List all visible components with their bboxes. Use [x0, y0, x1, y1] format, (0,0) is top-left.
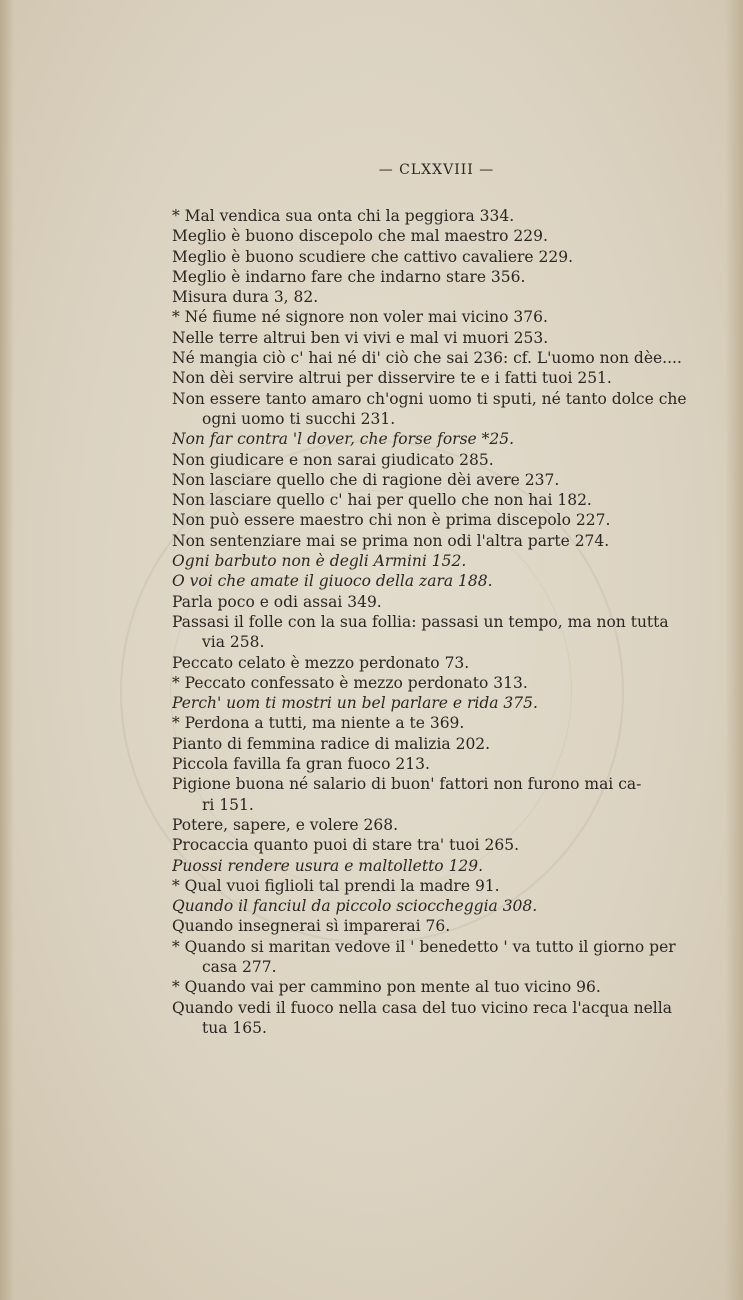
- proverb-text: Non dèi servire altrui per disservire te e i fatti tuoi 251.: [172, 369, 612, 388]
- proverb-text: Meglio è buono discepolo che mal maestro 229.: [172, 227, 548, 246]
- proverb-entry: [172, 612, 702, 653]
- proverb-entry: [172, 713, 702, 733]
- proverb-text: Non giudicare e non sarai giudicato 285.: [172, 450, 494, 469]
- proverb-entry: [172, 267, 702, 287]
- proverb-text: * Né fiume né signore non voler mai vicino 376.: [172, 308, 548, 327]
- proverb-entry: [172, 206, 702, 226]
- proverb-text: Ogni barbuto non è degli Armini 152.: [172, 552, 467, 571]
- proverb-text: Puossi rendere usura e maltolletto 129.: [172, 856, 484, 875]
- proverb-text: Nelle terre altrui ben vi vivi e mal vi muori 253.: [172, 328, 549, 347]
- proverb-entry: [172, 287, 702, 307]
- proverb-entry: [172, 510, 702, 530]
- proverb-text: Peccato celato è mezzo perdonato 73.: [172, 653, 470, 672]
- proverb-entry: [172, 368, 702, 388]
- proverb-entry: [172, 815, 702, 835]
- proverb-text: Quando insegnerai sì imparerai 76.: [172, 917, 451, 936]
- proverb-entry: [172, 937, 702, 978]
- proverb-index-list: [172, 206, 702, 1038]
- proverb-entry: [172, 693, 702, 713]
- proverb-text: * Perdona a tutti, ma niente a te 369.: [172, 714, 465, 733]
- proverb-text: Passasi il folle con la sua follia: passasi un tempo, ma non tutta: [172, 612, 669, 631]
- proverb-text: Non lasciare quello che di ragione dèi avere 237.: [172, 470, 560, 489]
- proverb-text: Pianto di femmina radice di malizia 202.: [172, 734, 491, 753]
- proverb-entry: [172, 389, 702, 430]
- proverb-text: Perch' uom ti mostri un bel parlare e rida 375.: [172, 694, 538, 713]
- proverb-text: * Mal vendica sua onta chi la peggiora 334.: [172, 207, 515, 225]
- proverb-entry: [172, 998, 702, 1039]
- proverb-text: Non lasciare quello c' hai per quello che non hai 182.: [172, 491, 592, 510]
- proverb-text: Misura dura 3, 82.: [172, 288, 319, 307]
- proverb-entry: [172, 571, 702, 591]
- proverb-entry: [172, 734, 702, 754]
- proverb-entry: [172, 835, 702, 855]
- proverb-entry: [172, 490, 702, 510]
- proverb-entry: [172, 774, 702, 815]
- proverb-text: Né mangia ciò c' hai né di' ciò che sai 236: cf. L'uomo non dèe....: [172, 349, 682, 368]
- page-edge-left: [0, 0, 14, 1300]
- proverb-entry: [172, 754, 702, 774]
- proverb-entry: [172, 592, 702, 612]
- proverb-entry: [172, 226, 702, 246]
- proverb-entry: [172, 307, 702, 327]
- proverb-text: * Quando vai per cammino pon mente al tuo vicino 96.: [172, 978, 601, 997]
- proverb-text: * Quando si maritan vedove il ' benedetto ' va tutto il giorno per: [172, 937, 676, 956]
- proverb-entry: [172, 348, 702, 368]
- proverb-text: Non essere tanto amaro ch'ogni uomo ti sputi, né tanto dolce che: [172, 389, 687, 408]
- proverb-text: Procaccia quanto puoi di stare tra' tuoi 265.: [172, 836, 520, 855]
- proverb-text: Meglio è buono scudiere che cattivo cavaliere 229.: [172, 247, 574, 266]
- proverb-text: * Peccato confessato è mezzo perdonato 313.: [172, 673, 528, 692]
- proverb-continuation: ri 151.: [202, 795, 254, 814]
- proverb-entry: [172, 551, 702, 571]
- proverb-text: Piccola favilla fa gran fuoco 213.: [172, 755, 430, 774]
- proverb-entry: [172, 876, 702, 896]
- proverb-text: Potere, sapere, e volere 268.: [172, 815, 399, 834]
- proverb-entry: [172, 247, 702, 267]
- proverb-text: Non può essere maestro chi non è prima discepolo 227.: [172, 511, 611, 530]
- proverb-text: * Qual vuoi figlioli tal prendi la madre 91.: [172, 876, 500, 895]
- proverb-text: Meglio è indarno fare che indarno stare 356.: [172, 267, 526, 286]
- proverb-entry: [172, 531, 702, 551]
- proverb-entry: [172, 653, 702, 673]
- proverb-entry: [172, 856, 702, 876]
- proverb-text: O voi che amate il giuoco della zara 188.: [172, 572, 493, 591]
- proverb-entry: [172, 896, 702, 916]
- page-header: [0, 162, 743, 178]
- proverb-text: Parla poco e odi assai 349.: [172, 592, 382, 611]
- proverb-text: Non far contra 'l dover, che forse forse *25.: [172, 430, 515, 449]
- page-edge-right: [725, 0, 743, 1300]
- proverb-continuation: casa 277.: [202, 957, 277, 976]
- proverb-text: Quando il fanciul da piccolo sciocchеggia 308.: [172, 897, 538, 916]
- proverb-entry: [172, 673, 702, 693]
- proverb-continuation: via 258.: [202, 633, 265, 652]
- page-number-roman: — CLXXVIII —: [378, 162, 495, 178]
- proverb-entry: [172, 977, 702, 997]
- proverb-entry: [172, 429, 702, 449]
- proverb-continuation: tua 165.: [202, 1018, 267, 1037]
- proverb-text: Non sentenziare mai se prima non odi l'altra parte 274.: [172, 531, 610, 550]
- proverb-entry: [172, 470, 702, 490]
- proverb-text: Quando vedi il fuoco nella casa del tuo vicino reca l'acqua nella: [172, 998, 672, 1017]
- proverb-entry: [172, 328, 702, 348]
- proverb-continuation: ogni uomo ti succhi 231.: [202, 409, 396, 428]
- proverb-entry: [172, 450, 702, 470]
- proverb-entry: [172, 916, 702, 936]
- proverb-text: Pigione buona né salario di buon' fattori non furono mai ca-: [172, 775, 642, 794]
